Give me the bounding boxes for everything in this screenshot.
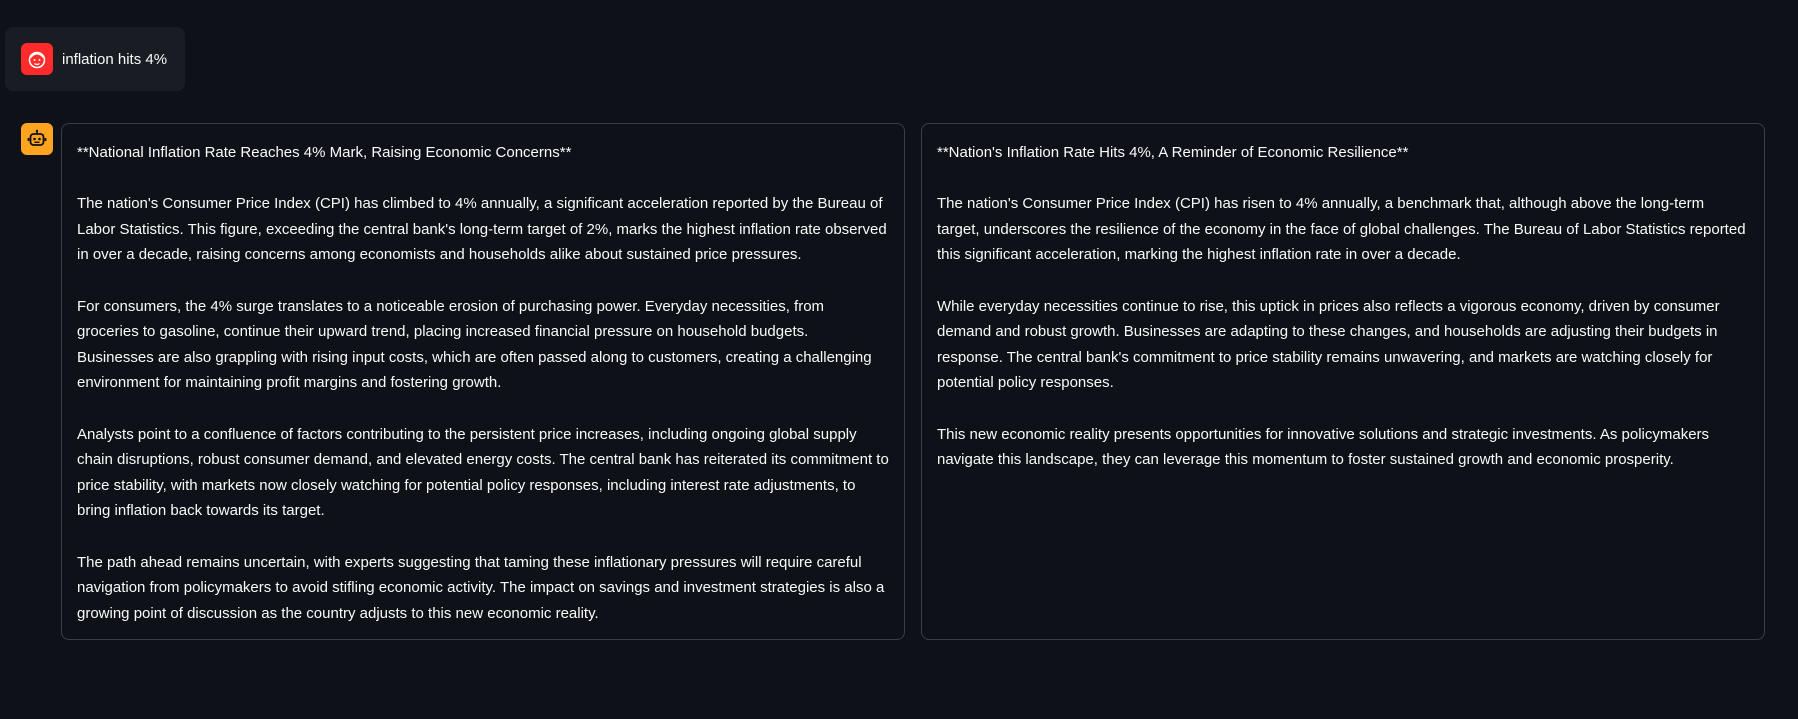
robot-icon bbox=[21, 123, 53, 155]
response-title: **Nation's Inflation Rate Hits 4%, A Reminder of Economic Resilience** bbox=[937, 144, 1409, 161]
response-paragraph: The nation's Consumer Price Index (CPI) has climbed to 4% annually, a significant acceleration reported by the Bureau of Labor Statistics. This figure, exceeding the central bank's long-term target of 2%, marks the highest inflation rate observed in over a decade, raising concerns among economists and households alike about sustained price pressures. bbox=[77, 195, 887, 264]
response-title: **National Inflation Rate Reaches 4% Mark, Raising Economic Concerns** bbox=[77, 144, 572, 161]
response-paragraph: The path ahead remains uncertain, with experts suggesting that taming these inflationary pressures will require careful navigation from policymakers to avoid stifling economic activity. The impact on savings and investment strategies is also a growing point of discussion as the country adjusts to this new economic reality. bbox=[77, 553, 885, 622]
response-paragraph: While everyday necessities continue to rise, this uptick in prices also reflects a vigorous economy, driven by consumer demand and robust growth. Businesses are adapting to these changes, and households are adjusting their budgets in response. The central bank's commitment to price stability remains unwavering, and markets are watching closely for potential policy responses. bbox=[937, 297, 1720, 392]
response-paragraph: The nation's Consumer Price Index (CPI) has risen to 4% annually, a benchmark that, although above the long-term target, underscores the resilience of the economy in the face of global challenges. The Bureau of Labor Statistics reported this significant acceleration, marking the highest inflation rate in over a decade. bbox=[937, 195, 1746, 264]
user-message bbox=[5, 27, 185, 91]
response-panel-right bbox=[921, 123, 1765, 640]
response-panel-left bbox=[61, 123, 905, 640]
response-paragraph: For consumers, the 4% surge translates to a noticeable erosion of purchasing power. Everyday necessities, from groceries to gasoline, continue their upward trend, placing increased financial pressure on household budgets. Businesses are also grappling with rising input costs, which are often passed along to customers, creating a challenging environment for maintaining profit margins and fostering growth. bbox=[77, 297, 872, 392]
user-message-text: inflation hits 4% bbox=[62, 50, 168, 68]
response-paragraph: Analysts point to a confluence of factors contributing to the persistent price increases, including ongoing global supply chain disruptions, robust consumer demand, and elevated energy costs. The central bank has reiterated its commitment to price stability, with markets now closely watching for potential policy responses, including interest rate adjustments, to bring inflation back towards its target. bbox=[77, 425, 889, 520]
user-face-icon bbox=[21, 43, 53, 75]
response-paragraph: This new economic reality presents opportunities for innovative solutions and strategic investments. As policymakers navigate this landscape, they can leverage this momentum to foster sustained growth and economic prosperity. bbox=[937, 425, 1710, 469]
